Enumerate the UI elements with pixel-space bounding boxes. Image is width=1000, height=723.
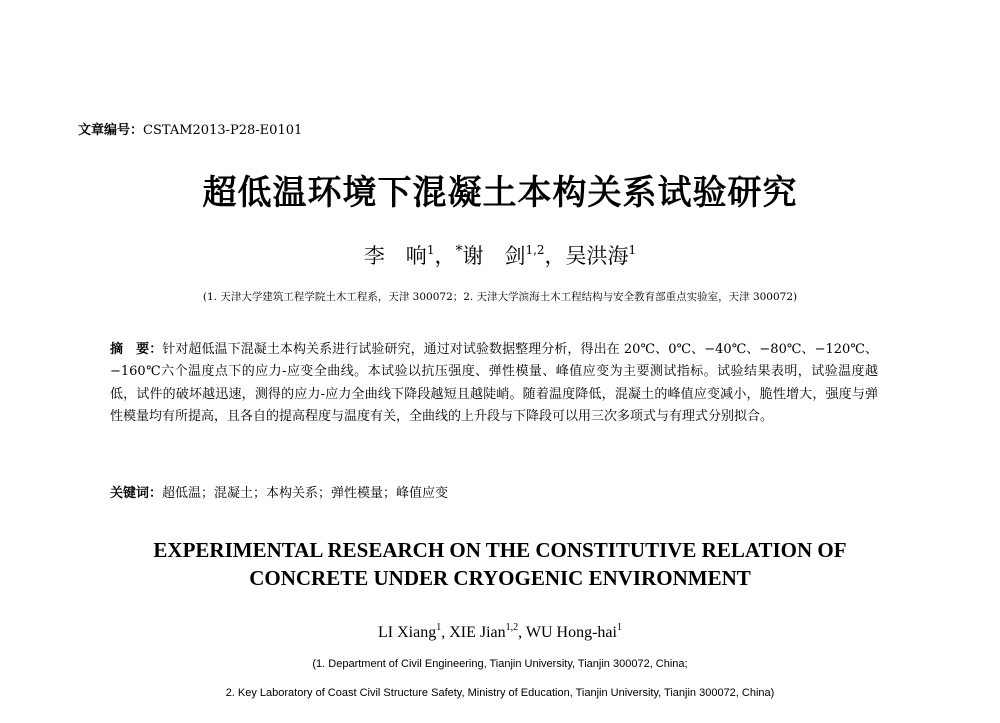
article-number-label: 文章编号：	[78, 123, 144, 138]
cn-author-3-name: 吴洪海	[565, 244, 629, 268]
english-affiliation-1: (1. Department of Civil Engineering, Tianjin University, Tianjin 300072, China;	[312, 658, 688, 670]
article-number	[78, 119, 302, 138]
keywords-label: 关键词：	[110, 486, 163, 501]
english-title-line-1: EXPERIMENTAL RESEARCH ON THE CONSTITUTIVE RELATION OF	[153, 538, 847, 562]
en-author-1-affil-mark: 1	[436, 622, 442, 633]
en-author-3-name: WU Hong-hai	[525, 624, 617, 641]
chinese-affiliation: (1. 天津大学建筑工程学院土木工程系，天津 300072；2. 天津大学滨海土木工程结构与安全教育部重点实验室，天津 300072)	[202, 291, 798, 303]
en-author-2-separator: ,	[518, 624, 526, 641]
keywords-text: 超低温；混凝土；本构关系；弹性模量；峰值应变	[162, 486, 449, 501]
cn-author-2-affil-mark: 1,2	[525, 243, 545, 257]
corresponding-author-star: *	[455, 243, 463, 259]
en-author-2-affil-mark: 1,2	[505, 622, 519, 633]
english-authors	[0, 622, 1000, 642]
en-author-3-affil-mark: 1	[616, 622, 622, 633]
cn-author-1-separator: ，	[434, 244, 456, 268]
chinese-abstract	[110, 339, 878, 429]
cn-author-2-separator: ，	[544, 244, 566, 268]
en-author-1-name: LI Xiang	[378, 624, 437, 641]
en-author-1-separator: ,	[441, 624, 450, 641]
abstract-text: 针对超低温下混凝土本构关系进行试验研究，通过对试验数据整理分析，得出在 20℃、0℃、−40℃、−80℃、−120℃、−160℃六个温度点下的应力-应变全曲线。本试验以抗压强度、弹性模量、峰值应变为主要测试指标。试验结果表明，试验温度越低，试件的破坏越迅速，测得的应力-应力全曲线下降段越短且越陡峭。随着温度降低，混凝土的峰值应变减小，脆性增大，强度与弹性模量均有所提高，且各自的提高程度与温度有关，全曲线的上升段与下降段可以用三次多项式与有理式分别拟合。	[110, 342, 878, 425]
abstract-label: 摘 要：	[110, 342, 163, 357]
en-author-2-name: XIE Jian	[449, 624, 506, 641]
article-number-value: CSTAM2013-P28-E0101	[143, 123, 303, 138]
chinese-title: 超低温环境下混凝土本构关系试验研究	[202, 173, 798, 213]
english-title	[0, 536, 1000, 592]
cn-author-2-name: 谢 剑	[462, 244, 526, 268]
cn-author-1-affil-mark: 1	[426, 243, 435, 257]
english-affiliation-2: 2. Key Laboratory of Coast Civil Structure Safety, Ministry of Education, Tianjin University, Tianjin 300072, China)	[225, 687, 775, 699]
chinese-keywords	[110, 482, 448, 501]
english-title-line-2: CONCRETE UNDER CRYOGENIC ENVIRONMENT	[249, 566, 751, 590]
cn-author-1-name: 李 响	[363, 244, 427, 268]
chinese-authors	[0, 240, 1000, 270]
cn-author-3-affil-mark: 1	[628, 243, 637, 257]
